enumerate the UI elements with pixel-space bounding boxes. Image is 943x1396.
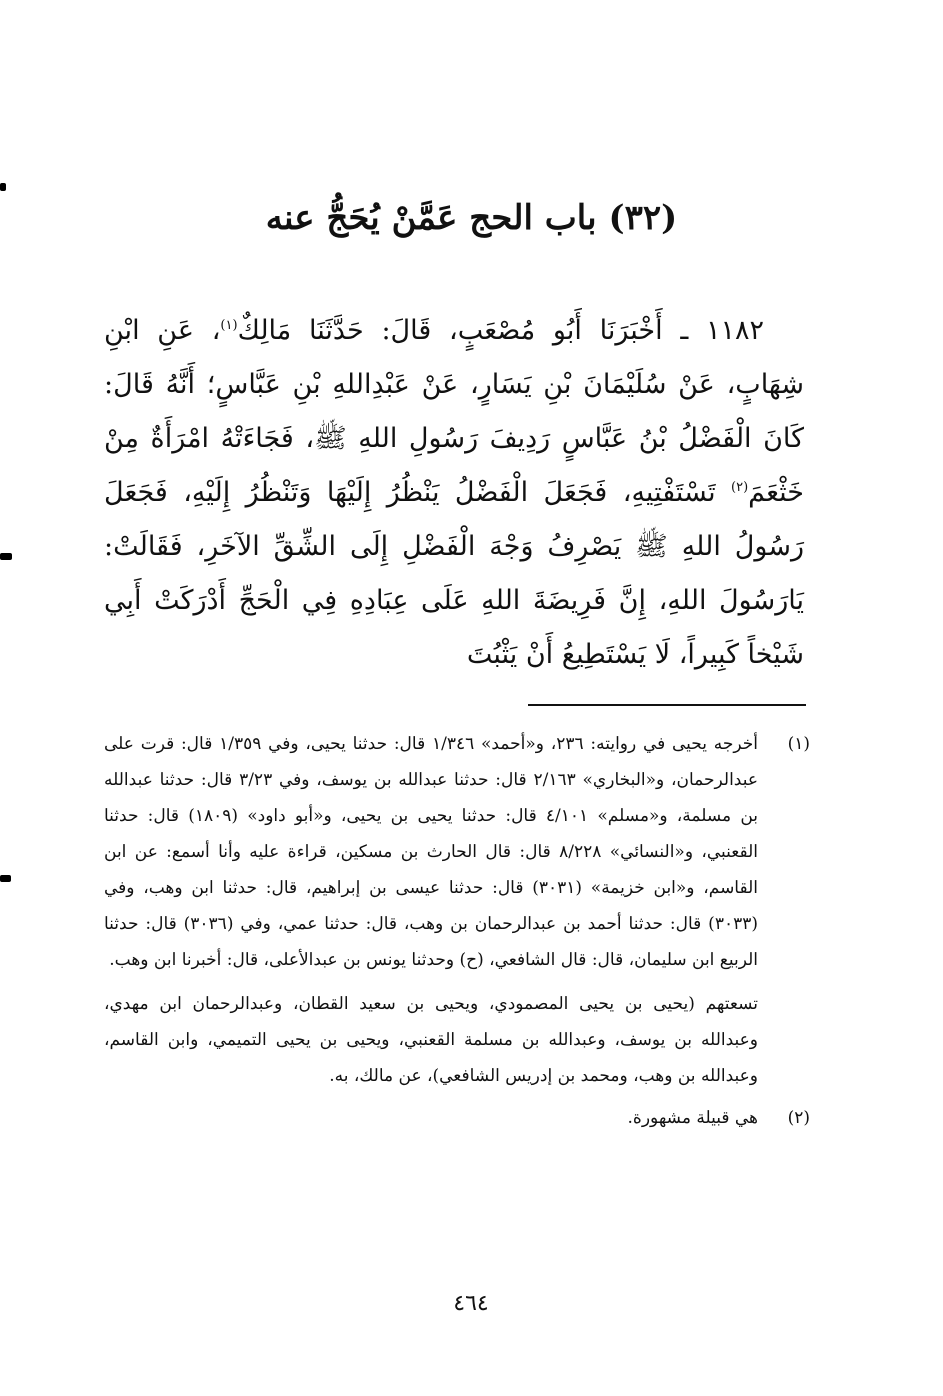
footnote-2 [104, 1100, 810, 1136]
footnote-number: (١) [787, 734, 810, 754]
scan-edge-mark [0, 875, 11, 882]
footnote-text: أخرجه يحيى في روايته: ٢٣٦، و«أحمد» ١/٣٤٦ قال: حدثنا يحيى، وفي ١/٣٥٩ قال: قرت على عبدالرحمان، و«البخاري» ٢/١٦٣ قال: حدثنا عبدالله بن يوسف، وفي ٣/٢٣ قال: حدثنا عبدالله بن مسلمة، و«مسلم» ٤/١٠١ قال: حدثنا يحيى بن يحيى، و«أبو داود» (١٨٠٩) قال: حدثنا القعنبي، و«النسائي» ٨/٢٢٨ قال: قال الحارث بن مسكين، قراءة عليه وأنا أسمع: عن ابن القاسم، و«ابن خزيمة» (٣٠٣١) قال: حدثنا عيسى بن إبراهيم، قال: حدثنا ابن وهب، وفي (٣٠٣٣) قال: حدثنا أحمد بن عبدالرحمان بن وهب، قال: حدثنا عمي، وفي (٣٠٣٦) قال: حدثنا الربيع ابن سليمان، قال: قال الشافعي، (ح) وحدثنا يونس بن عبدالأعلى، قال: أخبرنا ابن وهب. [104, 734, 759, 970]
footnote-ref-1[interactable]: (١) [220, 318, 238, 333]
footnote-ref-2[interactable]: (٢) [731, 480, 749, 495]
chapter-heading: (٣٢) باب الحج عَمَّنْ يُحَجُّ عنه [265, 198, 678, 238]
hadith-number: ١١٨٢ [705, 315, 764, 346]
scan-edge-mark [0, 183, 6, 191]
hadith-text [104, 304, 804, 682]
footnote-text: هي قبيلة مشهورة. [627, 1108, 758, 1128]
footnote-separator [528, 704, 806, 706]
footnote-1-paragraph-2: تسعتهم (يحيى بن يحيى المصمودي، ويحيى بن سعيد القطان، وعبدالرحمان ابن مهدي، وعبدالله بن يوسف، وعبدالله بن مسلمة القعنبي، ويحيى بن يحيى التميمي، وابن القاسم، وعبدالله بن وهب، ومحمد بن إدريس الشافعي)، عن مالك، به. [104, 994, 758, 1086]
hadith-text-part2: تَسْتَفْتِيهِ، فَجَعَلَ الْفَضْلُ يَنْظُرُ إِلَيْهَا وَتَنْظُرُ إِلَيْهِ، فَجَعَلَ رَسُولُ اللهِ ﷺ يَصْرِفُ وَجْهَ الْفَضْلِ إِلَى الشِّقِّ الآخَرِ، فَقَالَتْ: يَارَسُولَ اللهِ، إِنَّ فَرِيضَةَ اللهِ عَلَى عِبَادِهِ فِي الْحَجِّ أَدْرَكَتْ أَبِي شَيْخاً كَبِيراً، لَا يَسْتَطِيعُ أَنْ يَثْبُتَ [104, 477, 804, 670]
hadith-opening: ـ أَخْبَرَنَا أَبُو مُصْعَبٍ، قَالَ: حَدَّثَنَا مَالِكٌ [237, 315, 689, 346]
scan-edge-mark [0, 553, 12, 560]
footnote-number: (٢) [787, 1108, 810, 1128]
hadith-text-part1: ، عَنِ ابْنِ شِهَابٍ، عَنْ سُلَيْمَانَ بْنِ يَسَارٍ، عَنْ عَبْدِاللهِ بْنِ عَبَّاسٍ؛ أَنَّهُ قَالَ: كَانَ الْفَضْلُ بْنُ عَبَّاسٍ رَدِيفَ رَسُولِ اللهِ ﷺ، فَجَاءَتْهُ امْرَأَةٌ مِنْ خَثْعَمَ [104, 315, 804, 508]
footnotes-section [104, 726, 810, 1136]
page-number: ٤٦٤ [453, 1291, 489, 1316]
footnote-1 [104, 726, 810, 978]
